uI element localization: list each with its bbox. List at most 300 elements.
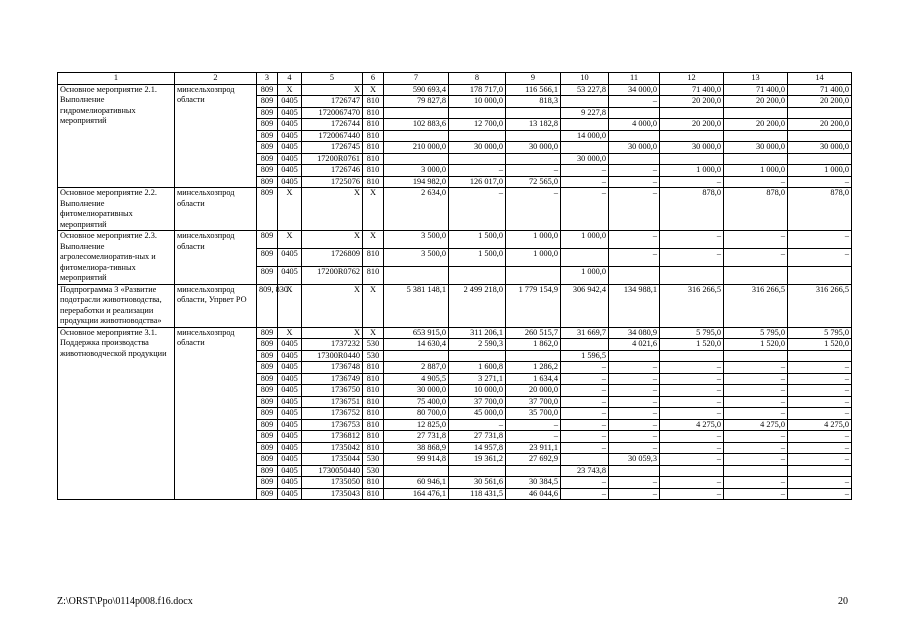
data-cell: 809 bbox=[257, 327, 278, 339]
data-cell: 1 862,0 bbox=[506, 339, 561, 351]
data-cell: 1735044 bbox=[302, 454, 363, 466]
data-cell bbox=[724, 153, 788, 165]
data-cell: – bbox=[609, 488, 660, 500]
data-cell: 34 000,0 bbox=[609, 84, 660, 96]
header-row bbox=[58, 73, 852, 85]
data-cell: 809 bbox=[257, 266, 278, 284]
data-cell: 72 565,0 bbox=[506, 176, 561, 188]
data-cell: – bbox=[561, 362, 609, 374]
data-cell: – bbox=[609, 373, 660, 385]
data-cell: 17200R0761 bbox=[302, 153, 363, 165]
column-header: 3 bbox=[257, 73, 278, 85]
data-cell: 810 bbox=[363, 176, 384, 188]
data-cell: 116 566,1 bbox=[506, 84, 561, 96]
data-cell bbox=[788, 266, 852, 284]
data-cell: 10 000,0 bbox=[449, 96, 506, 108]
data-cell: – bbox=[660, 408, 724, 420]
data-cell bbox=[788, 350, 852, 362]
data-cell: 30 000,0 bbox=[609, 142, 660, 154]
budget-table bbox=[57, 72, 852, 500]
data-cell: 0405 bbox=[278, 153, 302, 165]
data-cell: 1736748 bbox=[302, 362, 363, 374]
data-cell: 20 200,0 bbox=[724, 96, 788, 108]
data-cell: 0405 bbox=[278, 419, 302, 431]
data-cell: – bbox=[788, 362, 852, 374]
data-cell: 2 887,0 bbox=[384, 362, 449, 374]
data-cell: – bbox=[561, 408, 609, 420]
data-cell: 809 bbox=[257, 396, 278, 408]
data-cell: Х bbox=[302, 231, 363, 249]
data-cell bbox=[561, 142, 609, 154]
data-cell: 809 bbox=[257, 248, 278, 266]
data-cell: – bbox=[561, 176, 609, 188]
data-cell: 0405 bbox=[278, 488, 302, 500]
data-cell: – bbox=[660, 362, 724, 374]
data-cell: – bbox=[724, 488, 788, 500]
data-cell: 5 795,0 bbox=[724, 327, 788, 339]
data-cell: – bbox=[609, 165, 660, 177]
executor-cell: минсельхозпрод области, Упрвет РО bbox=[175, 284, 257, 327]
data-cell: 1726746 bbox=[302, 165, 363, 177]
data-cell bbox=[384, 350, 449, 362]
data-cell: 79 827,8 bbox=[384, 96, 449, 108]
data-cell: 1 634,4 bbox=[506, 373, 561, 385]
data-cell: 118 431,5 bbox=[449, 488, 506, 500]
data-cell bbox=[561, 454, 609, 466]
data-cell: – bbox=[506, 419, 561, 431]
data-cell: – bbox=[561, 488, 609, 500]
data-cell: 809 bbox=[257, 96, 278, 108]
data-cell: 1737232 bbox=[302, 339, 363, 351]
data-cell: 809 bbox=[257, 431, 278, 443]
data-cell: 1 000,0 bbox=[561, 231, 609, 249]
column-header: 12 bbox=[660, 73, 724, 85]
data-cell bbox=[384, 107, 449, 119]
data-cell: – bbox=[506, 188, 561, 231]
data-cell bbox=[449, 350, 506, 362]
data-cell: 30 000,0 bbox=[449, 142, 506, 154]
data-cell: 71 400,0 bbox=[660, 84, 724, 96]
data-cell: Х bbox=[302, 188, 363, 231]
program-name-cell: Основное мероприятие 2.1. Выполнение гидромелиоративных мероприятий bbox=[58, 84, 175, 188]
program-name-cell: Подпрограмма 3 «Развитие подотрасли животноводства, переработки и реализации продукции животноводства» bbox=[58, 284, 175, 327]
data-cell: – bbox=[609, 248, 660, 266]
data-cell: – bbox=[506, 165, 561, 177]
data-cell: – bbox=[724, 385, 788, 397]
data-cell: 1 600,8 bbox=[449, 362, 506, 374]
data-cell: – bbox=[609, 188, 660, 231]
data-cell: – bbox=[660, 454, 724, 466]
data-cell: 14 000,0 bbox=[561, 130, 609, 142]
data-cell: – bbox=[660, 231, 724, 249]
data-cell: 809 bbox=[257, 408, 278, 420]
data-cell: – bbox=[609, 96, 660, 108]
data-cell: – bbox=[561, 165, 609, 177]
data-cell: 4 275,0 bbox=[724, 419, 788, 431]
data-cell: 1 000,0 bbox=[506, 248, 561, 266]
data-cell: 1736753 bbox=[302, 419, 363, 431]
data-cell bbox=[788, 130, 852, 142]
table-row bbox=[58, 327, 852, 339]
data-cell: 0405 bbox=[278, 442, 302, 454]
data-cell: 0405 bbox=[278, 165, 302, 177]
data-cell bbox=[788, 153, 852, 165]
data-cell: 810 bbox=[363, 153, 384, 165]
data-cell: 37 700,0 bbox=[506, 396, 561, 408]
data-cell bbox=[660, 350, 724, 362]
data-cell: 809 bbox=[257, 454, 278, 466]
data-cell bbox=[609, 350, 660, 362]
data-cell: – bbox=[660, 431, 724, 443]
data-cell: 1 520,0 bbox=[724, 339, 788, 351]
data-cell: 20 200,0 bbox=[660, 119, 724, 131]
data-cell: 14 630,4 bbox=[384, 339, 449, 351]
data-cell: 809 bbox=[257, 465, 278, 477]
data-cell: – bbox=[561, 385, 609, 397]
data-cell: 178 717,0 bbox=[449, 84, 506, 96]
data-cell: 653 915,0 bbox=[384, 327, 449, 339]
data-cell: 3 500,0 bbox=[384, 231, 449, 249]
data-cell: 1736752 bbox=[302, 408, 363, 420]
data-cell: 27 731,8 bbox=[449, 431, 506, 443]
data-cell: Х bbox=[278, 84, 302, 96]
data-cell: 19 361,2 bbox=[449, 454, 506, 466]
data-cell: 37 700,0 bbox=[449, 396, 506, 408]
column-header: 14 bbox=[788, 73, 852, 85]
data-cell: 1736750 bbox=[302, 385, 363, 397]
data-cell: 810 bbox=[363, 419, 384, 431]
data-cell: 809 bbox=[257, 488, 278, 500]
data-cell: 60 946,1 bbox=[384, 477, 449, 489]
data-cell bbox=[506, 130, 561, 142]
data-cell: 23 743,8 bbox=[561, 465, 609, 477]
page-number: 20 bbox=[838, 596, 848, 607]
data-cell: – bbox=[609, 477, 660, 489]
data-cell: 23 911,1 bbox=[506, 442, 561, 454]
data-cell: 810 bbox=[363, 396, 384, 408]
column-header: 7 bbox=[384, 73, 449, 85]
data-cell: – bbox=[449, 165, 506, 177]
data-cell: – bbox=[724, 176, 788, 188]
data-cell: 810 bbox=[363, 408, 384, 420]
data-cell: 30 384,5 bbox=[506, 477, 561, 489]
data-cell: – bbox=[506, 431, 561, 443]
data-cell: – bbox=[561, 477, 609, 489]
data-cell: Х bbox=[278, 231, 302, 249]
program-name-cell: Основное мероприятие 3.1. Поддержка производства животноводческой продукции bbox=[58, 327, 175, 500]
data-cell: Х bbox=[278, 284, 302, 327]
data-cell: 13 182,8 bbox=[506, 119, 561, 131]
data-cell: 810 bbox=[363, 96, 384, 108]
data-cell: 20 200,0 bbox=[788, 96, 852, 108]
data-cell: 0405 bbox=[278, 176, 302, 188]
column-header: 13 bbox=[724, 73, 788, 85]
data-cell: 809 bbox=[257, 84, 278, 96]
data-cell: 0405 bbox=[278, 408, 302, 420]
data-cell bbox=[506, 107, 561, 119]
data-cell: – bbox=[724, 442, 788, 454]
executor-cell: минсельхозпрод области bbox=[175, 231, 257, 285]
data-cell: 30 059,3 bbox=[609, 454, 660, 466]
data-cell: 316 266,5 bbox=[788, 284, 852, 327]
data-cell: 311 206,1 bbox=[449, 327, 506, 339]
data-cell: – bbox=[609, 442, 660, 454]
data-cell: 164 476,1 bbox=[384, 488, 449, 500]
data-cell: 30 561,6 bbox=[449, 477, 506, 489]
data-cell: 9 227,8 bbox=[561, 107, 609, 119]
data-cell bbox=[609, 153, 660, 165]
data-cell: 809 bbox=[257, 477, 278, 489]
data-cell: – bbox=[788, 408, 852, 420]
data-cell: 3 000,0 bbox=[384, 165, 449, 177]
data-cell: 590 693,4 bbox=[384, 84, 449, 96]
data-cell: 210 000,0 bbox=[384, 142, 449, 154]
data-cell bbox=[561, 248, 609, 266]
data-cell: Х bbox=[302, 284, 363, 327]
data-cell: 4 021,6 bbox=[609, 339, 660, 351]
column-header: 6 bbox=[363, 73, 384, 85]
data-cell: 1 520,0 bbox=[660, 339, 724, 351]
data-cell: 0405 bbox=[278, 454, 302, 466]
data-cell bbox=[561, 119, 609, 131]
data-cell: 810 bbox=[363, 362, 384, 374]
data-cell bbox=[609, 107, 660, 119]
data-cell: 5 795,0 bbox=[660, 327, 724, 339]
program-name-cell: Основное мероприятие 2.2. Выполнение фитомелиоративных мероприятий bbox=[58, 188, 175, 231]
data-cell: 99 914,8 bbox=[384, 454, 449, 466]
data-cell: 809 bbox=[257, 373, 278, 385]
data-cell: – bbox=[724, 248, 788, 266]
data-cell bbox=[449, 266, 506, 284]
data-cell: 20 200,0 bbox=[660, 96, 724, 108]
data-cell: – bbox=[788, 431, 852, 443]
data-cell: 810 bbox=[363, 130, 384, 142]
footer-file-path: Z:\ORST\Ppo\0114p008.f16.docx bbox=[57, 596, 193, 607]
data-cell: – bbox=[660, 176, 724, 188]
data-cell: 3 500,0 bbox=[384, 248, 449, 266]
data-cell: 34 080,9 bbox=[609, 327, 660, 339]
data-cell: – bbox=[660, 488, 724, 500]
data-cell: 1725076 bbox=[302, 176, 363, 188]
table-row bbox=[58, 188, 852, 231]
data-cell: 1 000,0 bbox=[506, 231, 561, 249]
data-cell: – bbox=[660, 373, 724, 385]
data-cell bbox=[506, 350, 561, 362]
data-cell: – bbox=[724, 454, 788, 466]
data-cell: 809 bbox=[257, 188, 278, 231]
data-cell: 0405 bbox=[278, 339, 302, 351]
data-cell: Х bbox=[278, 327, 302, 339]
data-cell bbox=[384, 465, 449, 477]
data-cell: 809 bbox=[257, 385, 278, 397]
data-cell: 194 982,0 bbox=[384, 176, 449, 188]
data-cell: 809 bbox=[257, 165, 278, 177]
data-cell bbox=[724, 350, 788, 362]
data-cell: 878,0 bbox=[724, 188, 788, 231]
data-cell: 0405 bbox=[278, 465, 302, 477]
data-cell: 10 000,0 bbox=[449, 385, 506, 397]
data-cell: 1736812 bbox=[302, 431, 363, 443]
data-cell: 809, 830 bbox=[257, 284, 278, 327]
data-cell: 14 957,8 bbox=[449, 442, 506, 454]
data-cell: 4 000,0 bbox=[609, 119, 660, 131]
data-cell: – bbox=[561, 373, 609, 385]
data-cell bbox=[788, 465, 852, 477]
data-cell: 1 000,0 bbox=[561, 266, 609, 284]
data-cell: 818,3 bbox=[506, 96, 561, 108]
data-cell: 1735050 bbox=[302, 477, 363, 489]
data-cell: – bbox=[609, 176, 660, 188]
executor-cell: минсельхозпрод области bbox=[175, 188, 257, 231]
data-cell bbox=[660, 266, 724, 284]
data-cell: – bbox=[609, 431, 660, 443]
table-row bbox=[58, 231, 852, 249]
data-cell: 878,0 bbox=[660, 188, 724, 231]
program-name-cell: Основное мероприятие 2.3. Выполнение агролесомелиоратив-ных и фитомелиора-тивных мероприятий bbox=[58, 231, 175, 285]
data-cell: – bbox=[724, 231, 788, 249]
data-cell: 1726809 bbox=[302, 248, 363, 266]
data-cell: Х bbox=[278, 188, 302, 231]
data-cell: 809 bbox=[257, 176, 278, 188]
data-cell: Х bbox=[363, 188, 384, 231]
data-cell: 80 700,0 bbox=[384, 408, 449, 420]
data-cell: 1730050440 bbox=[302, 465, 363, 477]
data-cell: 809 bbox=[257, 419, 278, 431]
data-cell bbox=[724, 266, 788, 284]
data-cell: 810 bbox=[363, 431, 384, 443]
data-cell: 2 590,3 bbox=[449, 339, 506, 351]
data-cell bbox=[449, 107, 506, 119]
data-cell: 1 500,0 bbox=[449, 231, 506, 249]
data-cell bbox=[449, 130, 506, 142]
data-cell: 4 275,0 bbox=[788, 419, 852, 431]
data-cell: – bbox=[788, 373, 852, 385]
data-cell: 1726744 bbox=[302, 119, 363, 131]
data-cell bbox=[724, 107, 788, 119]
data-cell: 1726747 bbox=[302, 96, 363, 108]
data-cell: 530 bbox=[363, 465, 384, 477]
data-cell: 102 883,6 bbox=[384, 119, 449, 131]
data-cell bbox=[660, 130, 724, 142]
data-cell: 0405 bbox=[278, 130, 302, 142]
data-cell: 810 bbox=[363, 477, 384, 489]
column-header: 5 bbox=[302, 73, 363, 85]
data-cell: 1720067470 bbox=[302, 107, 363, 119]
data-cell: 809 bbox=[257, 362, 278, 374]
data-cell: 810 bbox=[363, 266, 384, 284]
data-cell: 1 000,0 bbox=[788, 165, 852, 177]
data-cell: 316 266,5 bbox=[724, 284, 788, 327]
data-cell bbox=[660, 465, 724, 477]
data-cell: 5 795,0 bbox=[788, 327, 852, 339]
data-cell bbox=[788, 107, 852, 119]
data-cell: 0405 bbox=[278, 119, 302, 131]
data-cell: 1736751 bbox=[302, 396, 363, 408]
data-cell: 0405 bbox=[278, 477, 302, 489]
data-cell: 1726745 bbox=[302, 142, 363, 154]
data-cell: – bbox=[788, 385, 852, 397]
data-cell: 45 000,0 bbox=[449, 408, 506, 420]
data-cell: 809 bbox=[257, 339, 278, 351]
data-cell: 1 000,0 bbox=[660, 165, 724, 177]
data-cell: 1736749 bbox=[302, 373, 363, 385]
data-cell: – bbox=[788, 442, 852, 454]
data-cell bbox=[609, 266, 660, 284]
data-cell: – bbox=[660, 385, 724, 397]
data-cell: 809 bbox=[257, 350, 278, 362]
data-cell: – bbox=[449, 188, 506, 231]
data-cell: – bbox=[788, 454, 852, 466]
data-cell: – bbox=[609, 362, 660, 374]
data-cell: 30 000,0 bbox=[660, 142, 724, 154]
data-cell: – bbox=[724, 362, 788, 374]
data-cell: – bbox=[609, 396, 660, 408]
data-cell bbox=[506, 266, 561, 284]
data-cell: 810 bbox=[363, 488, 384, 500]
data-cell bbox=[384, 266, 449, 284]
data-cell: 30 000,0 bbox=[506, 142, 561, 154]
data-cell bbox=[384, 130, 449, 142]
data-cell: 809 bbox=[257, 130, 278, 142]
data-cell: 4 905,5 bbox=[384, 373, 449, 385]
data-cell: – bbox=[788, 477, 852, 489]
data-cell: 809 bbox=[257, 153, 278, 165]
data-cell: 0405 bbox=[278, 107, 302, 119]
data-cell: 810 bbox=[363, 142, 384, 154]
data-cell bbox=[660, 153, 724, 165]
data-cell: – bbox=[561, 442, 609, 454]
data-cell: 17300R0440 bbox=[302, 350, 363, 362]
column-header: 8 bbox=[449, 73, 506, 85]
data-cell bbox=[609, 465, 660, 477]
data-cell: – bbox=[609, 385, 660, 397]
data-cell: 810 bbox=[363, 119, 384, 131]
data-cell bbox=[724, 130, 788, 142]
data-cell: – bbox=[449, 419, 506, 431]
data-cell: – bbox=[660, 248, 724, 266]
data-cell: – bbox=[609, 231, 660, 249]
data-cell: 810 bbox=[363, 248, 384, 266]
data-cell: 0405 bbox=[278, 396, 302, 408]
data-cell: 38 868,9 bbox=[384, 442, 449, 454]
data-cell: 1735043 bbox=[302, 488, 363, 500]
data-cell: 1 520,0 bbox=[788, 339, 852, 351]
data-cell: 878,0 bbox=[788, 188, 852, 231]
data-cell bbox=[449, 153, 506, 165]
data-cell bbox=[506, 153, 561, 165]
data-cell: 1 779 154,9 bbox=[506, 284, 561, 327]
data-cell: 31 669,7 bbox=[561, 327, 609, 339]
data-cell bbox=[724, 465, 788, 477]
data-cell bbox=[384, 153, 449, 165]
data-cell: Х bbox=[302, 327, 363, 339]
data-cell: – bbox=[561, 396, 609, 408]
executor-cell: минсельхозпрод области bbox=[175, 327, 257, 500]
data-cell: 260 515,7 bbox=[506, 327, 561, 339]
data-cell: – bbox=[561, 188, 609, 231]
data-cell: Х bbox=[363, 327, 384, 339]
data-cell: 27 731,8 bbox=[384, 431, 449, 443]
data-cell: 35 700,0 bbox=[506, 408, 561, 420]
data-cell: – bbox=[788, 176, 852, 188]
data-cell: 810 bbox=[363, 442, 384, 454]
data-cell: – bbox=[724, 373, 788, 385]
data-cell: – bbox=[724, 431, 788, 443]
data-cell: 0405 bbox=[278, 350, 302, 362]
data-cell: 134 988,1 bbox=[609, 284, 660, 327]
data-cell: 809 bbox=[257, 442, 278, 454]
data-cell: 4 275,0 bbox=[660, 419, 724, 431]
